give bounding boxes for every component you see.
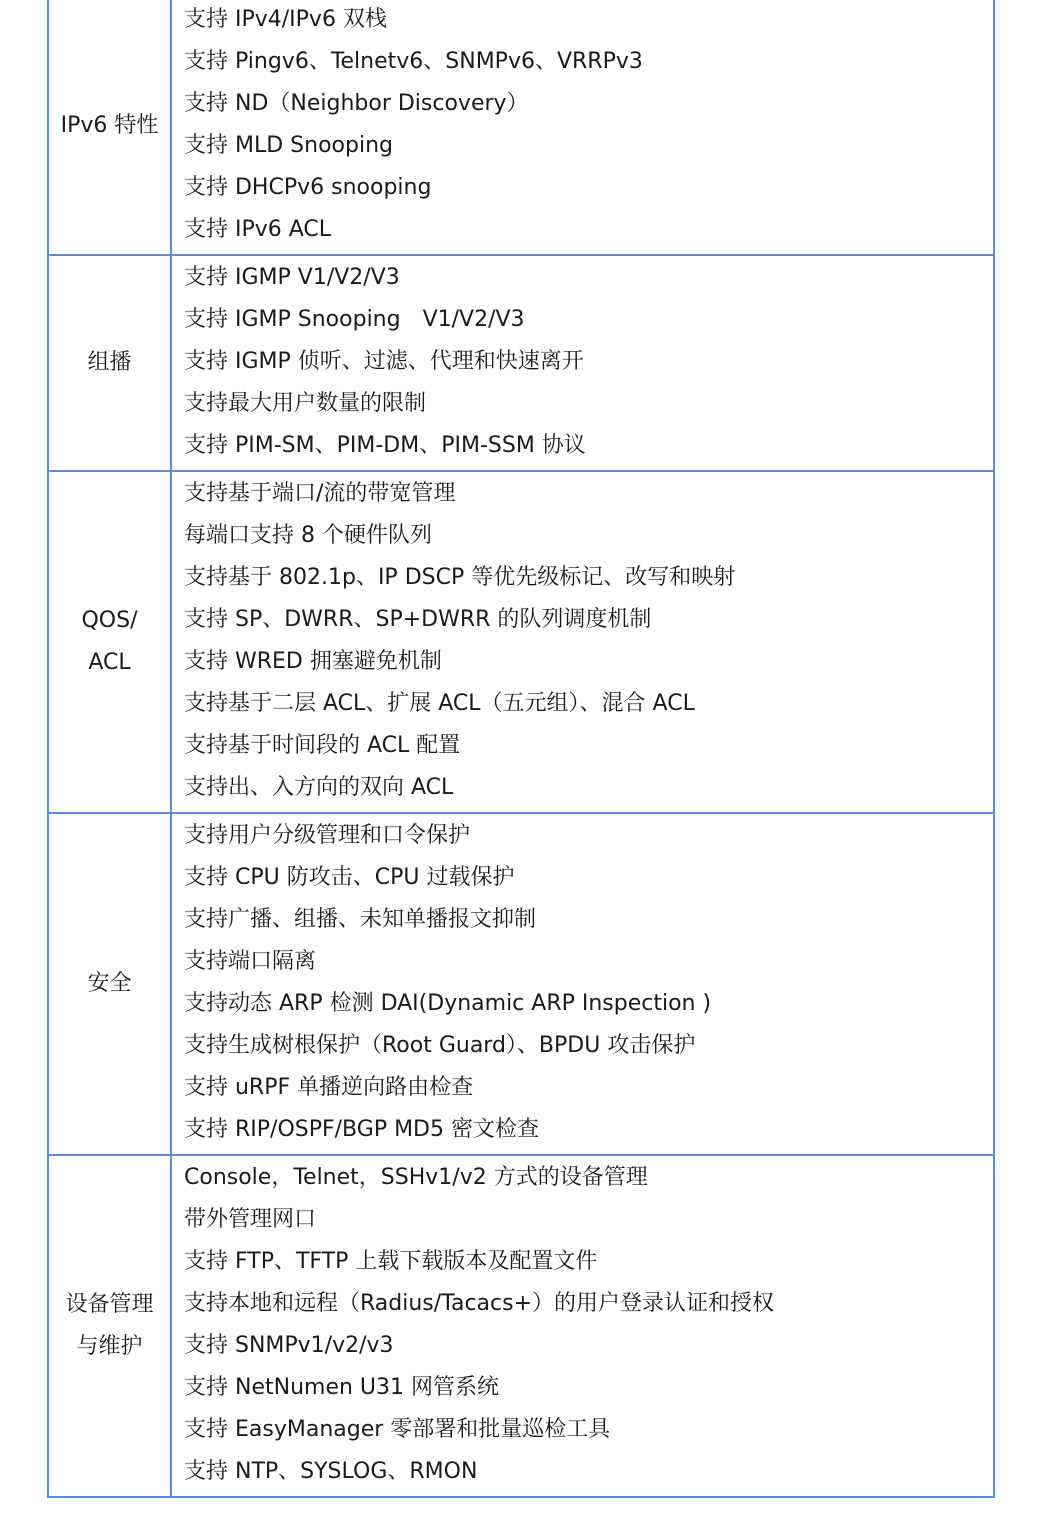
feature-item: 支持最大用户数量的限制: [184, 391, 427, 416]
feature-item: 支持 IGMP 侦听、过滤、代理和快速离开: [184, 349, 584, 374]
feature-item: 支持 NetNumen U31 网管系统: [184, 1375, 500, 1400]
feature-cell: [171, 255, 994, 471]
feature-item: 支持 MLD Snooping: [184, 133, 393, 158]
spec-section-row: [48, 255, 994, 471]
category-cell: [48, 255, 171, 471]
feature-item: 支持 SNMPv1/v2/v3: [184, 1333, 394, 1358]
feature-list: [184, 815, 993, 1151]
spec-section-row: [48, 0, 994, 255]
category-label: 组播: [87, 350, 132, 375]
feature-item: 支持动态 ARP 检测 DAI(Dynamic ARP Inspection ): [184, 991, 712, 1016]
feature-list: [184, 0, 993, 251]
feature-item: 支持基于二层 ACL、扩展 ACL（五元组）、混合 ACL: [184, 691, 695, 716]
feature-cell: [171, 471, 994, 813]
feature-item: 支持端口隔离: [184, 949, 317, 974]
spec-section-row: [48, 471, 994, 813]
feature-item: 支持 DHCPv6 snooping: [184, 175, 432, 200]
category-label: 设备管理: [65, 1292, 154, 1317]
feature-item: 支持出、入方向的双向 ACL: [184, 775, 454, 800]
feature-list: [184, 257, 993, 467]
category-label: IPv6 特性: [60, 113, 159, 138]
feature-item: 支持 WRED 拥塞避免机制: [184, 649, 442, 674]
category-label: 与维护: [76, 1334, 143, 1359]
feature-item: 支持 IPv6 ACL: [184, 217, 332, 242]
feature-item: 支持生成树根保护（Root Guard）、BPDU 攻击保护: [184, 1033, 696, 1058]
feature-cell: [171, 1155, 994, 1497]
feature-item: Console，Telnet，SSHv1/v2 方式的设备管理: [184, 1165, 648, 1190]
spec-section-row: [48, 1155, 994, 1497]
feature-cell: [171, 813, 994, 1155]
feature-item: 每端口支持 8 个硬件队列: [184, 523, 432, 548]
feature-list: [184, 473, 993, 809]
feature-item: 支持 NTP、SYSLOG、RMON: [184, 1459, 478, 1484]
feature-item: 支持 RIP/OSPF/BGP MD5 密文检查: [184, 1117, 539, 1142]
feature-item: 带外管理网口: [184, 1207, 317, 1232]
feature-item: 支持 ND（Neighbor Discovery）: [184, 91, 529, 116]
category-label: QOS/: [81, 608, 138, 633]
category-label: ACL: [88, 650, 131, 675]
feature-item: 支持 Pingv6、Telnetv6、SNMPv6、VRRPv3: [184, 49, 643, 74]
spec-table: [47, 0, 995, 1498]
feature-item: 支持 PIM-SM、PIM-DM、PIM-SSM 协议: [184, 433, 586, 458]
feature-item: 支持 IPv4/IPv6 双栈: [184, 7, 387, 32]
feature-item: 支持 EasyManager 零部署和批量巡检工具: [184, 1417, 611, 1442]
feature-item: 支持 CPU 防攻击、CPU 过载保护: [184, 865, 515, 890]
category-cell: [48, 1155, 171, 1497]
feature-item: 支持基于时间段的 ACL 配置: [184, 733, 461, 758]
feature-item: 支持用户分级管理和口令保护: [184, 823, 471, 848]
category-cell: [48, 0, 171, 255]
spec-section-row: [48, 813, 994, 1155]
feature-item: 支持 FTP、TFTP 上载下载版本及配置文件: [184, 1249, 598, 1274]
category-cell: [48, 813, 171, 1155]
feature-cell: [171, 0, 994, 255]
feature-item: 支持 SP、DWRR、SP+DWRR 的队列调度机制: [184, 607, 652, 632]
feature-item: 支持 IGMP V1/V2/V3: [184, 265, 400, 290]
category-cell: [48, 471, 171, 813]
feature-item: 支持广播、组播、未知单播报文抑制: [184, 907, 537, 932]
category-label: 安全: [87, 971, 132, 996]
feature-item: 支持基于端口/流的带宽管理: [184, 481, 456, 506]
feature-list: [184, 1157, 993, 1493]
spec-table-body: [48, 0, 994, 1497]
feature-item: 支持本地和远程（Radius/Tacacs+）的用户登录认证和授权: [184, 1291, 775, 1316]
feature-item: 支持基于 802.1p、IP DSCP 等优先级标记、改写和映射: [184, 565, 736, 590]
feature-item: 支持 uRPF 单播逆向路由检查: [184, 1075, 474, 1100]
feature-item: 支持 IGMP Snooping V1/V2/V3: [184, 307, 525, 332]
